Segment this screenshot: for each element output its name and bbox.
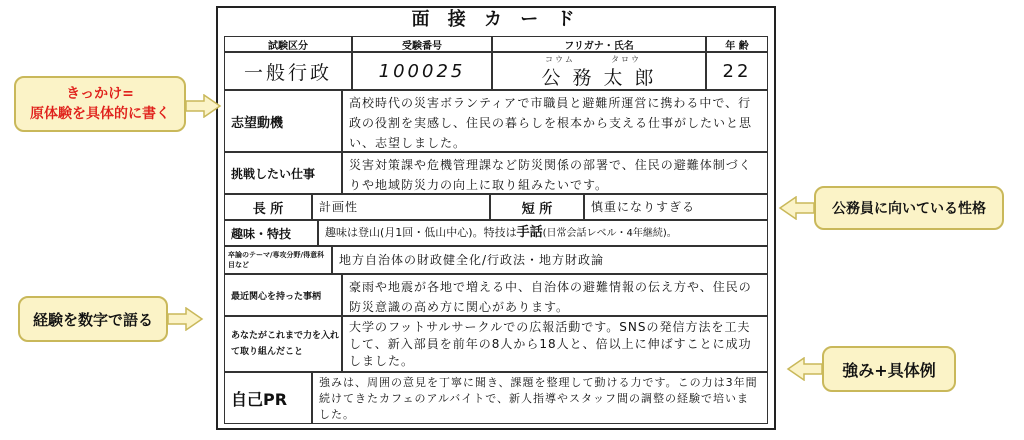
challenge-text: 災害対策課や危機管理課など防災関係の部署で、住民の避難体制づくりや地域防災力の向上に取り組みたいです。 [342, 152, 768, 194]
pr-text: 強みは、周囲の意見を丁寧に聞き、課題を整理して動ける力です。この力は3年間続けてきたカフェのアルバイトで、新人指導やスタッフ間の調整の経験で培いました。 [312, 372, 768, 424]
arrow-right-icon [168, 307, 204, 331]
weakness-text: 慎重になりすぎる [584, 194, 768, 220]
exam-type-value: 一般行政 [224, 52, 352, 90]
callout-trigger-line1: きっかけ= [66, 86, 134, 102]
weakness-label: 短 所 [490, 194, 584, 220]
pr-label: 自己PR [224, 372, 312, 424]
header-exam-number: 受験番号 [352, 36, 492, 52]
hobby-skill-emphasis: 手話 [516, 225, 543, 240]
callout-personality: 公務員に向いている性格 [814, 186, 1004, 230]
interest-label: 最近関心を持った事柄 [224, 274, 342, 316]
hobby-text [318, 220, 768, 246]
name-value: 公 務 太 郎 [541, 67, 657, 89]
name-cell [492, 52, 706, 90]
furigana-family: タロウ [611, 55, 641, 64]
header-exam-type: 試験区分 [224, 36, 352, 52]
interview-card [216, 6, 776, 430]
callout-trigger [14, 76, 186, 132]
arrow-right-icon [186, 94, 222, 118]
hobby-text-part3: (日常会話レベル・4年継続)。 [542, 228, 677, 239]
hobby-text-part1: 趣味は登山(月1回・低山中心)。特技は [325, 226, 517, 239]
exam-number-value: 100025 [352, 52, 492, 90]
effort-label: あなたがこれまで力を入れて取り組んだこと [224, 316, 342, 372]
interest-text: 豪雨や地震が各地で増える中、自治体の避難情報の伝え方や、住民の防災意識の高め方に関心があります。 [342, 274, 768, 316]
strength-label: 長 所 [224, 194, 312, 220]
challenge-label: 挑戦したい仕事 [224, 152, 342, 194]
thesis-text: 地方自治体の財政健全化/行政法・地方財政論 [332, 246, 768, 274]
callout-numbers: 経験を数字で語る [18, 296, 168, 342]
header-age: 年 齢 [706, 36, 768, 52]
age-value: 22 [706, 52, 768, 90]
effort-text: 大学のフットサルサークルでの広報活動です。SNSの発信方法を工夫して、新入部員を前年の8人から18人と、倍以上に伸ばすことに成功しました。 [342, 316, 768, 372]
callout-strength-example: 強み+具体例 [822, 346, 956, 392]
arrow-left-icon [778, 196, 814, 220]
header-name: フリガナ・氏名 [492, 36, 706, 52]
card-title: 面 接 カ ー ド [411, 9, 581, 30]
motivation-text: 高校時代の災害ボランティアで市職員と避難所運営に携わる中で、行政の役割を実感し、住民の暮らしを根本から支える仕事がしたいと思い、志望しました。 [342, 90, 768, 152]
callout-trigger-line2: 原体験を具体的に書く [30, 106, 170, 122]
thesis-label: 卒論のテーマ/専攻分野/得意科目など [224, 246, 332, 274]
furigana-given: コウム [545, 55, 575, 64]
motivation-label: 志望動機 [224, 90, 342, 152]
arrow-left-icon [786, 357, 822, 381]
hobby-label: 趣味・特技 [224, 220, 318, 246]
strength-text: 計画性 [312, 194, 490, 220]
